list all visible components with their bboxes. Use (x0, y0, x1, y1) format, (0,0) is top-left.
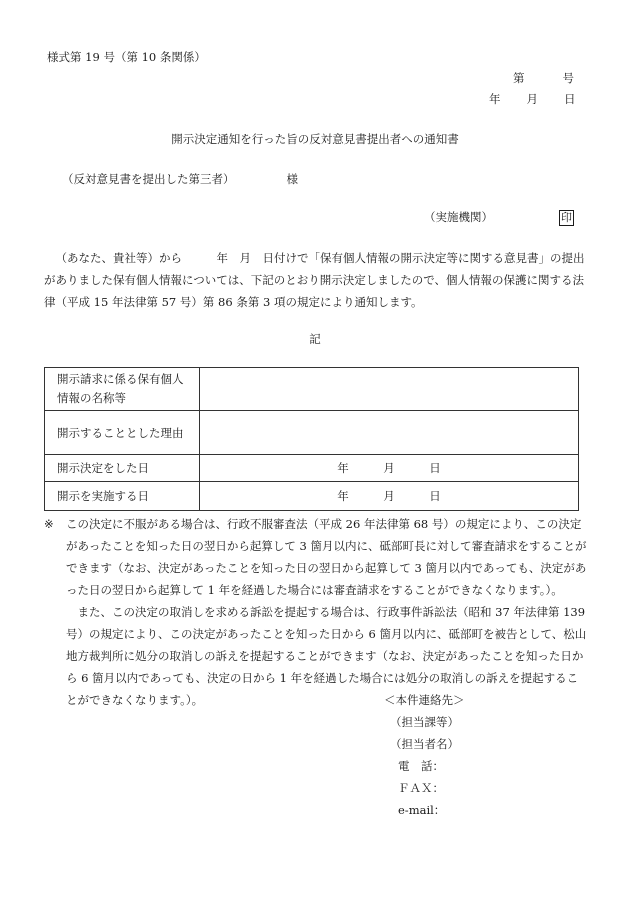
row-value-reason (200, 411, 579, 455)
addressee (62, 171, 298, 187)
agency-label: （実施機関） (424, 210, 493, 224)
issuing-agency (424, 209, 574, 226)
row-value-info-name (200, 368, 579, 411)
notice-paragraph-review: この決定に不服がある場合は、行政不服審査法（平成 26 年法律第 68 号）の規定により、この決定があったことを知った日の翌日から起算して 3 箇月以内に、砥部町長に対して審査請求をすることができます（なお、決定があったことを知った日の翌日から起算して 3 箇月以内であっても、決定があった日の翌日から起算して 1 年を経過した場合には審査請求をすることができなくなります。）。 (66, 517, 587, 597)
table-row (45, 455, 579, 482)
contact-email: e-mail： (398, 803, 446, 817)
doc-no-suffix: 号 (562, 71, 574, 85)
document-number (513, 70, 574, 86)
row-value-disclosure-date: 年 月 日 (200, 482, 579, 511)
table-row (45, 482, 579, 511)
row-label-info-name: 開示請求に係る保有個人情報の名称等 (45, 368, 200, 411)
document-title: 開示決定通知を行った旨の反対意見書提出者への通知書 (171, 132, 459, 146)
date-year: 年 (489, 92, 501, 106)
contact-phone: 電 話： (398, 759, 444, 773)
contact-block (384, 689, 465, 821)
doc-no-prefix: 第 (513, 71, 525, 85)
table-row (45, 368, 579, 411)
row-label-disclosure-date: 開示を実施する日 (45, 482, 200, 511)
row-label-reason: 開示することとした理由 (45, 411, 200, 455)
contact-heading: ＜本件連絡先＞ (384, 693, 465, 707)
appeal-notice (44, 513, 589, 711)
addressee-label: （反対意見書を提出した第三者） (62, 172, 235, 186)
body-text: （あなた、貴社等）から 年 月 日付けで「保有個人情報の開示決定等に関する意見書」の提出がありました保有個人情報については、下記のとおり開示決定しましたので、個人情報の保護に関する法律（平成 15 年法律第 57 号）第 86 条第 3 項の規定により通知します。 (44, 251, 585, 309)
date-day: 日 (564, 92, 576, 106)
issue-date (489, 91, 576, 107)
ki-heading: 記 (309, 332, 321, 346)
row-label-decision-date: 開示決定をした日 (45, 455, 200, 482)
form-number: 様式第 19 号（第 10 条関係） (47, 50, 206, 64)
seal-stamp: 印 (561, 211, 572, 224)
notice-paragraph-lawsuit: また、この決定の取消しを求める訴訟を提起する場合は、行政事件訴訟法（昭和 37 年法律第 139 号）の規定により、この決定があったことを知った日から 6 箇月以内に、砥部町を被告として、松山地方裁判所に処分の取消しの訴えを提起することができます（なお、決定があったことを知った日から 6 箇月以内であっても、決定の日から 1 年を経過した場合には処分の取消しの訴えを提起することができなくなります。）。 (66, 605, 587, 707)
decision-table (44, 367, 579, 511)
date-month: 月 (526, 92, 538, 106)
notice-mark: ※ (44, 517, 54, 531)
contact-person: （担当者名） (390, 737, 459, 751)
contact-dept: （担当課等） (390, 715, 459, 729)
row-value-decision-date: 年 月 日 (200, 455, 579, 482)
contact-fax: ＦＡＸ： (398, 781, 444, 795)
body-paragraph (44, 247, 589, 313)
addressee-honorific: 様 (286, 172, 298, 186)
table-row (45, 411, 579, 455)
